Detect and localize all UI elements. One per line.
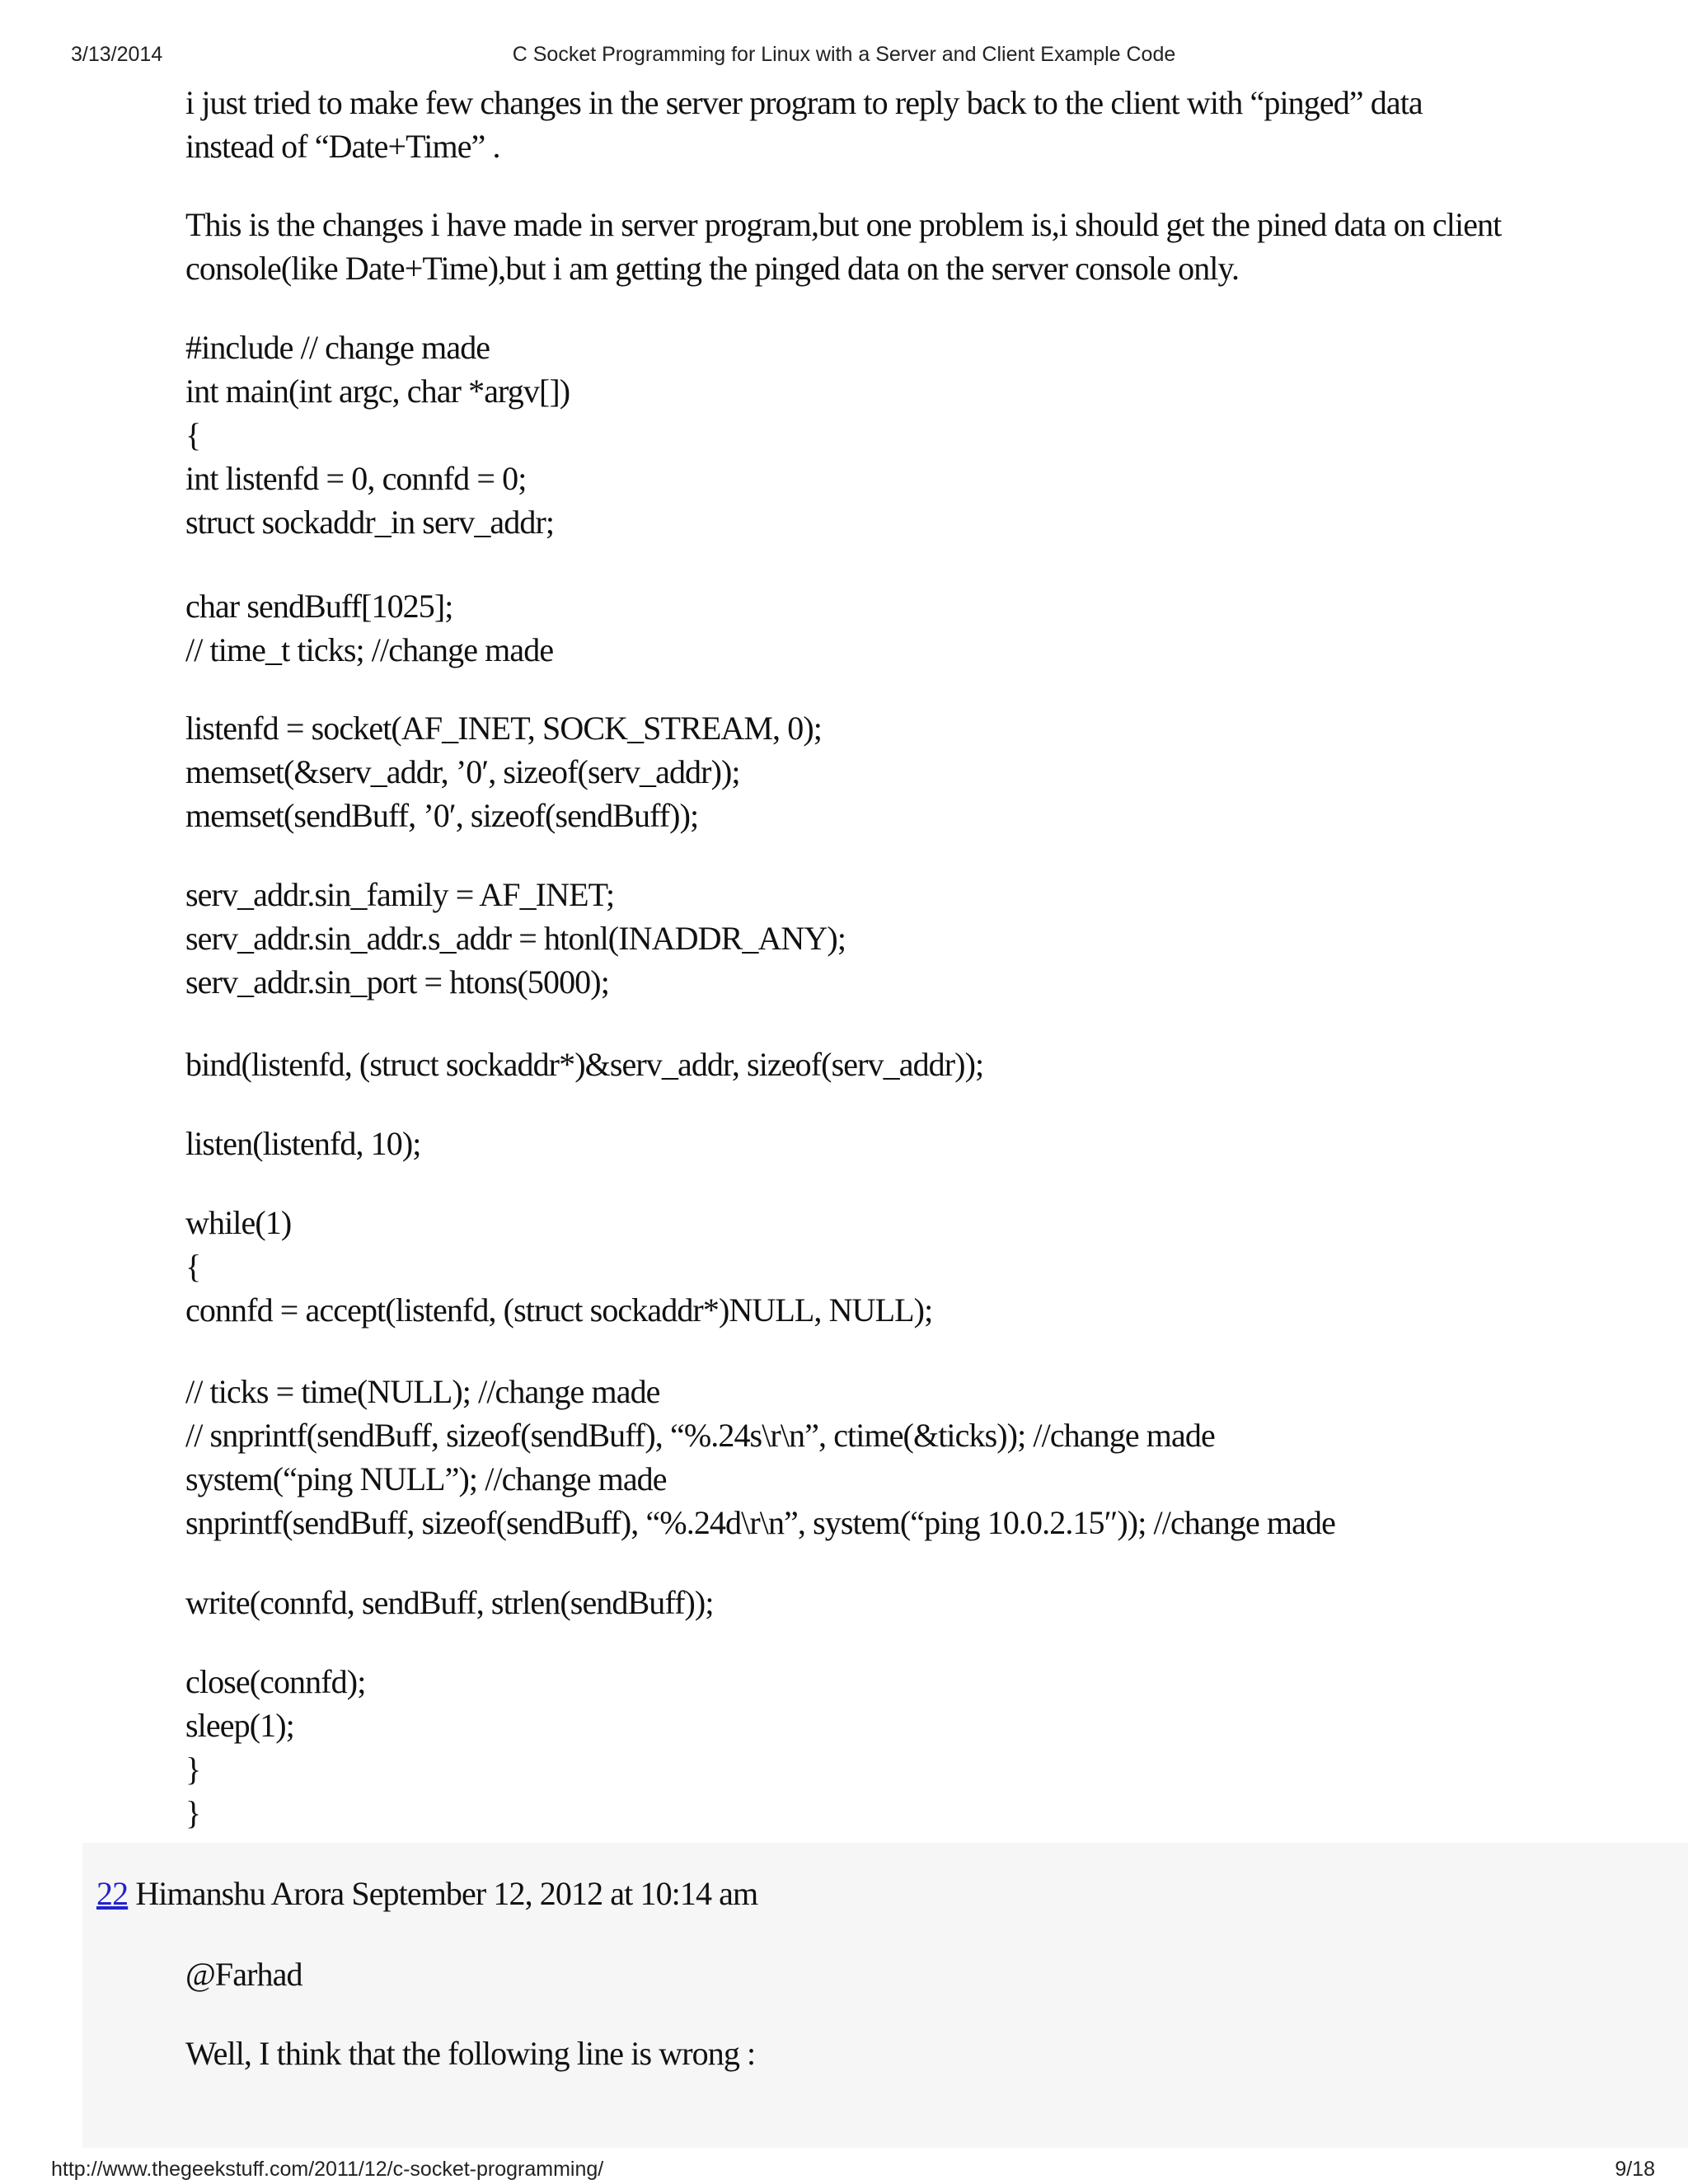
text-line: Well, I think that the following line is wrong : (185, 2035, 756, 2072)
code-block (185, 326, 570, 544)
code-block (185, 1581, 714, 1624)
comment-author: Himanshu Arora (135, 1875, 345, 1912)
page-url: http://www.thegeekstuff.com/2011/12/c-socket-programming/ (51, 2158, 604, 2181)
text-line: i just tried to make few changes in the server program to reply back to the client with “pinged” data (185, 84, 1423, 121)
code-line: // ticks = time(NULL); //change made (185, 1373, 660, 1410)
print-date: 3/13/2014 (71, 43, 163, 66)
code-block (185, 1043, 983, 1086)
page-number: 9/18 (1615, 2158, 1655, 2181)
intro-paragraph (185, 81, 1423, 168)
text-line: This is the changes i have made in server program,but one problem is,i should get the pined data on client (185, 206, 1502, 243)
code-line: listen(listenfd, 10); (185, 1125, 421, 1162)
code-line: while(1) (185, 1204, 292, 1241)
code-line: write(connfd, sendBuff, strlen(sendBuff)); (185, 1584, 714, 1621)
code-line: char sendBuff[1025]; (185, 588, 453, 625)
code-line: int listenfd = 0, connfd = 0; (185, 460, 527, 497)
code-line: // snprintf(sendBuff, sizeof(sendBuff), “%.24s\r\n”, ctime(&ticks)); //change made (185, 1417, 1215, 1454)
comment-header (96, 1872, 757, 1915)
code-block (185, 706, 822, 837)
code-block (185, 1370, 1335, 1544)
code-line: connfd = accept(listenfd, (struct sockaddr*)NULL, NULL); (185, 1291, 933, 1329)
code-line: } (185, 1794, 201, 1831)
code-line: struct sockaddr_in serv_addr; (185, 504, 555, 541)
code-line: bind(listenfd, (struct sockaddr*)&serv_addr, sizeof(serv_addr)); (185, 1046, 984, 1083)
comment-timestamp: September 12, 2012 at 10:14 am (351, 1875, 758, 1912)
code-line: // time_t ticks; //change made (185, 631, 554, 668)
description-paragraph (185, 203, 1501, 290)
comment-body (185, 2032, 755, 2075)
code-line: close(connfd); (185, 1663, 366, 1700)
code-line: system(“ping NULL”); //change made (185, 1460, 667, 1497)
code-line: { (185, 1248, 201, 1285)
code-line: serv_addr.sin_port = htons(5000); (185, 963, 609, 1001)
code-line: memset(sendBuff, ’0′, sizeof(sendBuff)); (185, 797, 699, 834)
code-line: } (185, 1750, 201, 1788)
code-line: int main(int argc, char *argv[]) (185, 373, 570, 410)
code-line: { (185, 416, 201, 453)
comment-number-link[interactable]: 22 (96, 1875, 129, 1912)
code-line: serv_addr.sin_family = AF_INET; (185, 876, 615, 913)
code-line: sleep(1); (185, 1707, 294, 1744)
comment-body (185, 1952, 302, 1996)
code-line: #include // change made (185, 329, 490, 366)
code-line: listenfd = socket(AF_INET, SOCK_STREAM, 0); (185, 710, 822, 747)
code-block (185, 873, 846, 1004)
code-line: snprintf(sendBuff, sizeof(sendBuff), “%.24d\r\n”, system(“ping 10.0.2.15″)); //change made (185, 1504, 1335, 1541)
text-line: console(like Date+Time),but i am getting the pinged data on the server console only. (185, 250, 1240, 287)
text-line: @Farhad (185, 1956, 302, 1993)
code-line: serv_addr.sin_addr.s_addr = htonl(INADDR_ANY); (185, 920, 846, 957)
code-line: memset(&serv_addr, ’0′, sizeof(serv_addr)); (185, 753, 740, 790)
page-title: C Socket Programming for Linux with a Server and Client Example Code (512, 43, 1176, 66)
text-line: instead of “Date+Time” . (185, 128, 500, 165)
code-block (185, 584, 553, 672)
code-block (185, 1660, 365, 1835)
code-block (185, 1122, 421, 1165)
code-block (185, 1201, 932, 1332)
